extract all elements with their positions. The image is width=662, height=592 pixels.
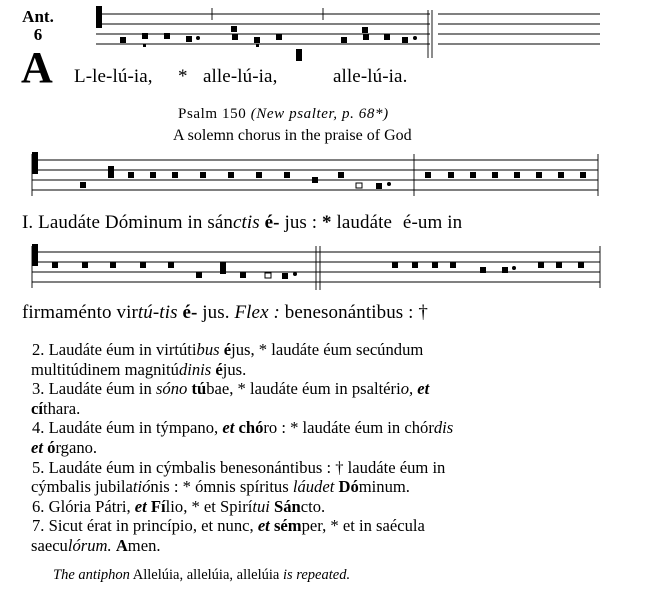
verse-segment: lio, * et Spirí [165,496,253,516]
verse-segment: Sán [274,496,301,516]
footer-prefix: The antiphon [53,567,130,583]
verse-line [32,516,425,536]
chant-word: laudáte [336,212,393,233]
verse-segment: chó [238,418,264,438]
verse-segment: saecu [31,536,68,555]
verse-line [31,360,246,380]
verse-segment: cýmbalis jubila [31,477,133,497]
chant-word: Dóminum in sán [104,212,233,233]
verse-segment: tú [191,379,207,399]
chant-word: jus. [202,302,230,323]
antiphon-lyric-1: L-le-lú-ia, [74,66,153,87]
chant-word: é-um [402,212,443,233]
footer-note [53,567,350,584]
chant-word: tú-tis [137,302,178,323]
chant-word: benesonántibus : [284,302,414,323]
verse-segment: ó [47,438,56,457]
psalm-title-note: (New psalter, p. 68*) [250,106,389,122]
chant-word: Laudáte [38,212,101,233]
chant-verse-1b [22,302,428,324]
verse-segment: per, * et in saécula [301,516,425,536]
verse-segment: jus, * laudáte éum secúndum [231,340,424,359]
verse-line [32,379,429,399]
verse-segment: minum. [358,477,410,497]
psalm-subtitle: A solemn chorus in the praise of God [173,127,412,144]
verse-line [31,477,410,497]
verse-segment: no [170,379,188,399]
antiphon-label: Ant. [22,7,54,26]
verse-line [32,418,453,438]
antiphon-mode: 6 [33,25,43,44]
verse-segment: et [31,438,43,457]
verse-line [31,536,161,556]
verse-segment: 4. Laudáte éum in týmpano, [32,418,223,438]
verse-segment: tió [132,477,151,497]
verse-segment: láudet [292,477,335,497]
verse-segment: lórum. [67,536,112,555]
verse-segment: et [134,496,147,516]
verse-segment: multitúdinem magnitú [31,359,179,379]
verse-segment: et [222,418,235,438]
verse-segment: Fí [150,496,166,516]
initial-letter: A [21,43,53,92]
psalm-title-text: Psalm 150 [178,106,247,122]
verse-segment: é [215,359,223,379]
chant-word: é- [182,302,198,323]
chant-star: * [322,212,332,233]
flex-label: Flex : [234,302,280,323]
chant-word: jus : [284,212,318,233]
verse-segment: 2. Laudáte éum in virtúti [32,340,197,359]
verse-segment: bus [196,340,220,359]
verse-segment: rgano. [55,438,98,457]
dagger-mark: † [418,302,428,323]
verse-line [31,438,97,458]
antiphon-lyric-3: alle-lú-ia. [333,66,408,87]
verse-segment: só [155,379,171,399]
chant-word: vir [116,302,138,323]
verse-segment: ro : * laudáte éum in chór [263,418,434,438]
verse-segment: bae, * laudáte éum in psaltéri [206,379,401,399]
verse-segment: thara. [42,398,81,418]
footer-suffix: is repeated. [282,567,351,583]
verse-segment: A [115,536,128,555]
verse-segment: tui [252,496,270,516]
verse-segment: 6. Glória Pátri, [32,496,135,516]
verse-segment: Dó [338,477,359,497]
footer-text: Allelúia, allelúia, allelúia [132,567,280,583]
verse-segment: 3. Laudáte éum in [32,379,156,399]
verse-number: I. [22,212,34,233]
verse-segment: dinis [178,359,212,379]
verse-segment: cto. [300,496,326,516]
antiphon-lyric-star: * [178,66,188,87]
verse-segment: et [417,379,430,399]
verse-line [32,340,423,360]
verse-line [32,497,325,517]
verse-segment: et [257,516,270,536]
verse-segment: men. [127,536,161,555]
chant-word: firmaménto [22,302,112,323]
verse-segment: o, [400,379,414,399]
verse-segment: nis : * ómnis spíritus [150,477,293,497]
verse-line [31,399,80,419]
verse-segment: jus. [222,359,247,379]
verse-segment: cí [31,398,43,418]
verse-segment: é [223,340,232,359]
chant-word: ctis [232,212,260,233]
verse-segment: dis [433,418,454,438]
verse-line [32,458,445,478]
chant-word: in [447,212,463,233]
verse-segment: 5. Laudáte éum in cýmbalis benesonántibus : † laudáte éum in [32,457,446,477]
antiphon-lyric-2: alle-lú-ia, [203,66,278,87]
chant-word: é- [264,212,280,233]
verse-segment: 7. Sicut érat in princípio, et nunc, [32,516,258,536]
verse-segment: sém [273,516,302,536]
